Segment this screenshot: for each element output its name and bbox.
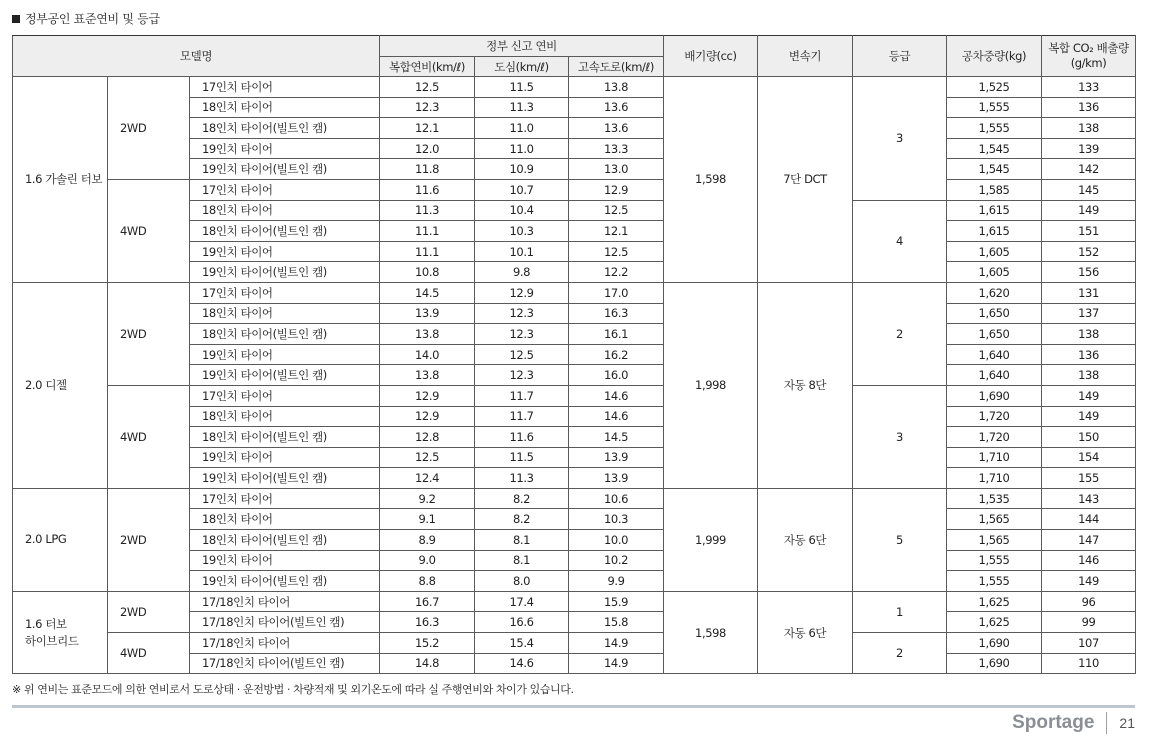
co2-emission: 149	[1042, 385, 1136, 406]
co2-emission: 136	[1042, 97, 1136, 118]
curb-weight: 1,640	[947, 344, 1042, 365]
co2-emission: 143	[1042, 488, 1136, 509]
combined-efficiency: 12.5	[380, 447, 475, 468]
table-row	[13, 179, 1136, 200]
combined-efficiency: 13.8	[380, 324, 475, 345]
drive-type: 2WD	[108, 488, 190, 591]
header-co2: 복합 CO₂ 배출량 (g/km)	[1042, 36, 1136, 77]
city-efficiency: 11.5	[475, 447, 569, 468]
co2-emission: 138	[1042, 365, 1136, 386]
tire-option: 19인치 타이어	[190, 447, 380, 468]
curb-weight: 1,615	[947, 221, 1042, 242]
tire-option: 18인치 타이어(빌트인 캠)	[190, 324, 380, 345]
co2-emission: 146	[1042, 550, 1136, 571]
city-efficiency: 10.7	[475, 179, 569, 200]
curb-weight: 1,565	[947, 530, 1042, 551]
drive-type: 2WD	[108, 282, 190, 385]
table-row	[13, 385, 1136, 406]
city-efficiency: 11.3	[475, 97, 569, 118]
highway-efficiency: 9.9	[569, 571, 664, 592]
co2-emission: 147	[1042, 530, 1136, 551]
tire-option: 18인치 타이어	[190, 200, 380, 221]
curb-weight: 1,720	[947, 406, 1042, 427]
combined-efficiency: 11.8	[380, 159, 475, 180]
combined-efficiency: 12.0	[380, 138, 475, 159]
curb-weight: 1,625	[947, 612, 1042, 633]
combined-efficiency: 15.2	[380, 633, 475, 654]
header-curb-weight: 공차중량(kg)	[947, 36, 1042, 77]
efficiency-grade: 3	[853, 385, 947, 488]
tire-option: 17/18인치 타이어	[190, 591, 380, 612]
city-efficiency: 11.3	[475, 468, 569, 489]
curb-weight: 1,565	[947, 509, 1042, 530]
displacement: 1,598	[664, 591, 758, 673]
co2-emission: 99	[1042, 612, 1136, 633]
highway-efficiency: 13.6	[569, 97, 664, 118]
co2-emission: 107	[1042, 633, 1136, 654]
co2-emission: 149	[1042, 571, 1136, 592]
highway-efficiency: 13.8	[569, 77, 664, 98]
city-efficiency: 16.6	[475, 612, 569, 633]
co2-emission: 110	[1042, 653, 1136, 674]
footnote: ※ 위 연비는 표준모드에 의한 연비로서 도로상태 · 운전방법 · 차량적재 및 외기온도에 따라 실 주행연비와 차이가 있습니다.	[12, 683, 574, 696]
combined-efficiency: 14.5	[380, 282, 475, 303]
tire-option: 19인치 타이어	[190, 241, 380, 262]
drive-type: 4WD	[108, 633, 190, 674]
city-efficiency: 14.6	[475, 653, 569, 674]
highway-efficiency: 13.0	[569, 159, 664, 180]
city-efficiency: 10.3	[475, 221, 569, 242]
highway-efficiency: 12.5	[569, 241, 664, 262]
highway-efficiency: 10.6	[569, 488, 664, 509]
displacement: 1,598	[664, 77, 758, 283]
combined-efficiency: 12.9	[380, 406, 475, 427]
combined-efficiency: 8.9	[380, 530, 475, 551]
city-efficiency: 10.1	[475, 241, 569, 262]
tire-option: 19인치 타이어(빌트인 캠)	[190, 262, 380, 283]
tire-option: 17/18인치 타이어(빌트인 캠)	[190, 653, 380, 674]
tire-option: 18인치 타이어	[190, 406, 380, 427]
curb-weight: 1,650	[947, 324, 1042, 345]
curb-weight: 1,555	[947, 571, 1042, 592]
city-efficiency: 10.4	[475, 200, 569, 221]
city-efficiency: 12.9	[475, 282, 569, 303]
city-efficiency: 12.5	[475, 344, 569, 365]
curb-weight: 1,605	[947, 241, 1042, 262]
combined-efficiency: 12.1	[380, 118, 475, 139]
co2-emission: 154	[1042, 447, 1136, 468]
curb-weight: 1,720	[947, 427, 1042, 448]
curb-weight: 1,545	[947, 159, 1042, 180]
table-body	[13, 77, 1136, 674]
co2-emission: 149	[1042, 200, 1136, 221]
co2-emission: 142	[1042, 159, 1136, 180]
combined-efficiency: 16.3	[380, 612, 475, 633]
model-name: 2.0 디젤	[13, 282, 108, 488]
highway-efficiency: 14.6	[569, 385, 664, 406]
city-efficiency: 11.7	[475, 406, 569, 427]
header-displacement: 배기량(cc)	[664, 36, 758, 77]
city-efficiency: 8.2	[475, 509, 569, 530]
tire-option: 17/18인치 타이어(빌트인 캠)	[190, 612, 380, 633]
header-grade: 등급	[853, 36, 947, 77]
city-efficiency: 10.9	[475, 159, 569, 180]
city-efficiency: 8.1	[475, 530, 569, 551]
co2-emission: 156	[1042, 262, 1136, 283]
transmission: 자동 6단	[758, 591, 853, 673]
curb-weight: 1,545	[947, 138, 1042, 159]
table-row	[13, 633, 1136, 654]
tire-option: 19인치 타이어	[190, 550, 380, 571]
combined-efficiency: 11.3	[380, 200, 475, 221]
tire-option: 19인치 타이어	[190, 344, 380, 365]
tire-option: 18인치 타이어(빌트인 캠)	[190, 118, 380, 139]
header-city: 도심(km/ℓ)	[475, 57, 569, 77]
co2-emission: 152	[1042, 241, 1136, 262]
table-row	[13, 591, 1136, 612]
combined-efficiency: 12.4	[380, 468, 475, 489]
city-efficiency: 8.1	[475, 550, 569, 571]
table-row	[13, 488, 1136, 509]
drive-type: 2WD	[108, 591, 190, 632]
section-title-text: 정부공인 표준연비 및 등급	[25, 12, 160, 26]
footer-separator	[1106, 712, 1107, 734]
highway-efficiency: 10.0	[569, 530, 664, 551]
co2-emission: 155	[1042, 468, 1136, 489]
page-footer	[1012, 712, 1135, 734]
city-efficiency: 17.4	[475, 591, 569, 612]
combined-efficiency: 13.9	[380, 303, 475, 324]
header-highway: 고속도로(km/ℓ)	[569, 57, 664, 77]
tire-option: 18인치 타이어	[190, 509, 380, 530]
tire-option: 19인치 타이어(빌트인 캠)	[190, 571, 380, 592]
efficiency-grade: 5	[853, 488, 947, 591]
model-name: 2.0 LPG	[13, 488, 108, 591]
tire-option: 17인치 타이어	[190, 282, 380, 303]
combined-efficiency: 14.8	[380, 653, 475, 674]
combined-efficiency: 16.7	[380, 591, 475, 612]
header-model: 모델명	[13, 36, 380, 77]
tire-option: 19인치 타이어(빌트인 캠)	[190, 365, 380, 386]
curb-weight: 1,690	[947, 385, 1042, 406]
highway-efficiency: 13.3	[569, 138, 664, 159]
square-bullet-icon	[12, 15, 20, 23]
header-fuel-group: 정부 신고 연비	[380, 36, 664, 57]
highway-efficiency: 14.6	[569, 406, 664, 427]
curb-weight: 1,710	[947, 447, 1042, 468]
highway-efficiency: 17.0	[569, 282, 664, 303]
city-efficiency: 11.6	[475, 427, 569, 448]
curb-weight: 1,585	[947, 179, 1042, 200]
efficiency-grade: 3	[853, 77, 947, 201]
combined-efficiency: 9.2	[380, 488, 475, 509]
combined-efficiency: 11.1	[380, 221, 475, 242]
displacement: 1,998	[664, 282, 758, 488]
co2-emission: 138	[1042, 324, 1136, 345]
tire-option: 18인치 타이어	[190, 97, 380, 118]
curb-weight: 1,605	[947, 262, 1042, 283]
combined-efficiency: 9.1	[380, 509, 475, 530]
co2-emission: 138	[1042, 118, 1136, 139]
curb-weight: 1,555	[947, 97, 1042, 118]
co2-emission: 151	[1042, 221, 1136, 242]
co2-emission: 133	[1042, 77, 1136, 98]
transmission: 7단 DCT	[758, 77, 853, 283]
city-efficiency: 9.8	[475, 262, 569, 283]
highway-efficiency: 12.9	[569, 179, 664, 200]
highway-efficiency: 16.1	[569, 324, 664, 345]
city-efficiency: 12.3	[475, 303, 569, 324]
tire-option: 19인치 타이어	[190, 138, 380, 159]
displacement: 1,999	[664, 488, 758, 591]
city-efficiency: 12.3	[475, 365, 569, 386]
highway-efficiency: 13.9	[569, 468, 664, 489]
highway-efficiency: 12.5	[569, 200, 664, 221]
highway-efficiency: 15.9	[569, 591, 664, 612]
table-row	[13, 77, 1136, 98]
curb-weight: 1,615	[947, 200, 1042, 221]
tire-option: 18인치 타이어(빌트인 캠)	[190, 427, 380, 448]
tire-option: 19인치 타이어(빌트인 캠)	[190, 468, 380, 489]
drive-type: 4WD	[108, 385, 190, 488]
tire-option: 17인치 타이어	[190, 488, 380, 509]
city-efficiency: 11.7	[475, 385, 569, 406]
curb-weight: 1,620	[947, 282, 1042, 303]
combined-efficiency: 8.8	[380, 571, 475, 592]
combined-efficiency: 10.8	[380, 262, 475, 283]
combined-efficiency: 11.6	[380, 179, 475, 200]
highway-efficiency: 14.9	[569, 633, 664, 654]
tire-option: 17인치 타이어	[190, 385, 380, 406]
combined-efficiency: 11.1	[380, 241, 475, 262]
city-efficiency: 11.0	[475, 118, 569, 139]
curb-weight: 1,690	[947, 633, 1042, 654]
tire-option: 19인치 타이어(빌트인 캠)	[190, 159, 380, 180]
city-efficiency: 8.2	[475, 488, 569, 509]
header-combined: 복합연비(km/ℓ)	[380, 57, 475, 77]
curb-weight: 1,640	[947, 365, 1042, 386]
highway-efficiency: 14.5	[569, 427, 664, 448]
co2-emission: 149	[1042, 406, 1136, 427]
highway-efficiency: 10.3	[569, 509, 664, 530]
highway-efficiency: 12.2	[569, 262, 664, 283]
combined-efficiency: 12.3	[380, 97, 475, 118]
highway-efficiency: 12.1	[569, 221, 664, 242]
highway-efficiency: 16.3	[569, 303, 664, 324]
co2-emission: 145	[1042, 179, 1136, 200]
efficiency-grade: 2	[853, 282, 947, 385]
co2-emission: 96	[1042, 591, 1136, 612]
tire-option: 17인치 타이어	[190, 179, 380, 200]
combined-efficiency: 12.5	[380, 77, 475, 98]
curb-weight: 1,535	[947, 488, 1042, 509]
co2-emission: 137	[1042, 303, 1136, 324]
drive-type: 2WD	[108, 77, 190, 180]
curb-weight: 1,625	[947, 591, 1042, 612]
combined-efficiency: 13.8	[380, 365, 475, 386]
model-name: 1.6 터보 하이브리드	[13, 591, 108, 673]
co2-emission: 136	[1042, 344, 1136, 365]
footer-rule	[12, 705, 1135, 708]
curb-weight: 1,525	[947, 77, 1042, 98]
transmission: 자동 6단	[758, 488, 853, 591]
curb-weight: 1,650	[947, 303, 1042, 324]
header-transmission: 변속기	[758, 36, 853, 77]
highway-efficiency: 16.2	[569, 344, 664, 365]
co2-emission: 150	[1042, 427, 1136, 448]
tire-option: 18인치 타이어(빌트인 캠)	[190, 530, 380, 551]
curb-weight: 1,690	[947, 653, 1042, 674]
page-number: 21	[1119, 715, 1135, 731]
combined-efficiency: 14.0	[380, 344, 475, 365]
tire-option: 17/18인치 타이어	[190, 633, 380, 654]
section-title	[12, 10, 160, 27]
city-efficiency: 11.5	[475, 77, 569, 98]
curb-weight: 1,555	[947, 550, 1042, 571]
table-row	[13, 282, 1136, 303]
drive-type: 4WD	[108, 179, 190, 282]
combined-efficiency: 12.8	[380, 427, 475, 448]
tire-option: 18인치 타이어(빌트인 캠)	[190, 221, 380, 242]
efficiency-grade: 4	[853, 200, 947, 282]
brand-name: Sportage	[1012, 712, 1095, 733]
city-efficiency: 15.4	[475, 633, 569, 654]
highway-efficiency: 13.6	[569, 118, 664, 139]
co2-emission: 131	[1042, 282, 1136, 303]
combined-efficiency: 12.9	[380, 385, 475, 406]
tire-option: 17인치 타이어	[190, 77, 380, 98]
highway-efficiency: 13.9	[569, 447, 664, 468]
highway-efficiency: 15.8	[569, 612, 664, 633]
city-efficiency: 8.0	[475, 571, 569, 592]
fuel-efficiency-table	[12, 35, 1136, 674]
model-name: 1.6 가솔린 터보	[13, 77, 108, 283]
tire-option: 18인치 타이어	[190, 303, 380, 324]
curb-weight: 1,555	[947, 118, 1042, 139]
efficiency-grade: 2	[853, 633, 947, 674]
highway-efficiency: 10.2	[569, 550, 664, 571]
city-efficiency: 12.3	[475, 324, 569, 345]
city-efficiency: 11.0	[475, 138, 569, 159]
transmission: 자동 8단	[758, 282, 853, 488]
co2-emission: 144	[1042, 509, 1136, 530]
curb-weight: 1,710	[947, 468, 1042, 489]
highway-efficiency: 14.9	[569, 653, 664, 674]
efficiency-grade: 1	[853, 591, 947, 632]
highway-efficiency: 16.0	[569, 365, 664, 386]
co2-emission: 139	[1042, 138, 1136, 159]
combined-efficiency: 9.0	[380, 550, 475, 571]
